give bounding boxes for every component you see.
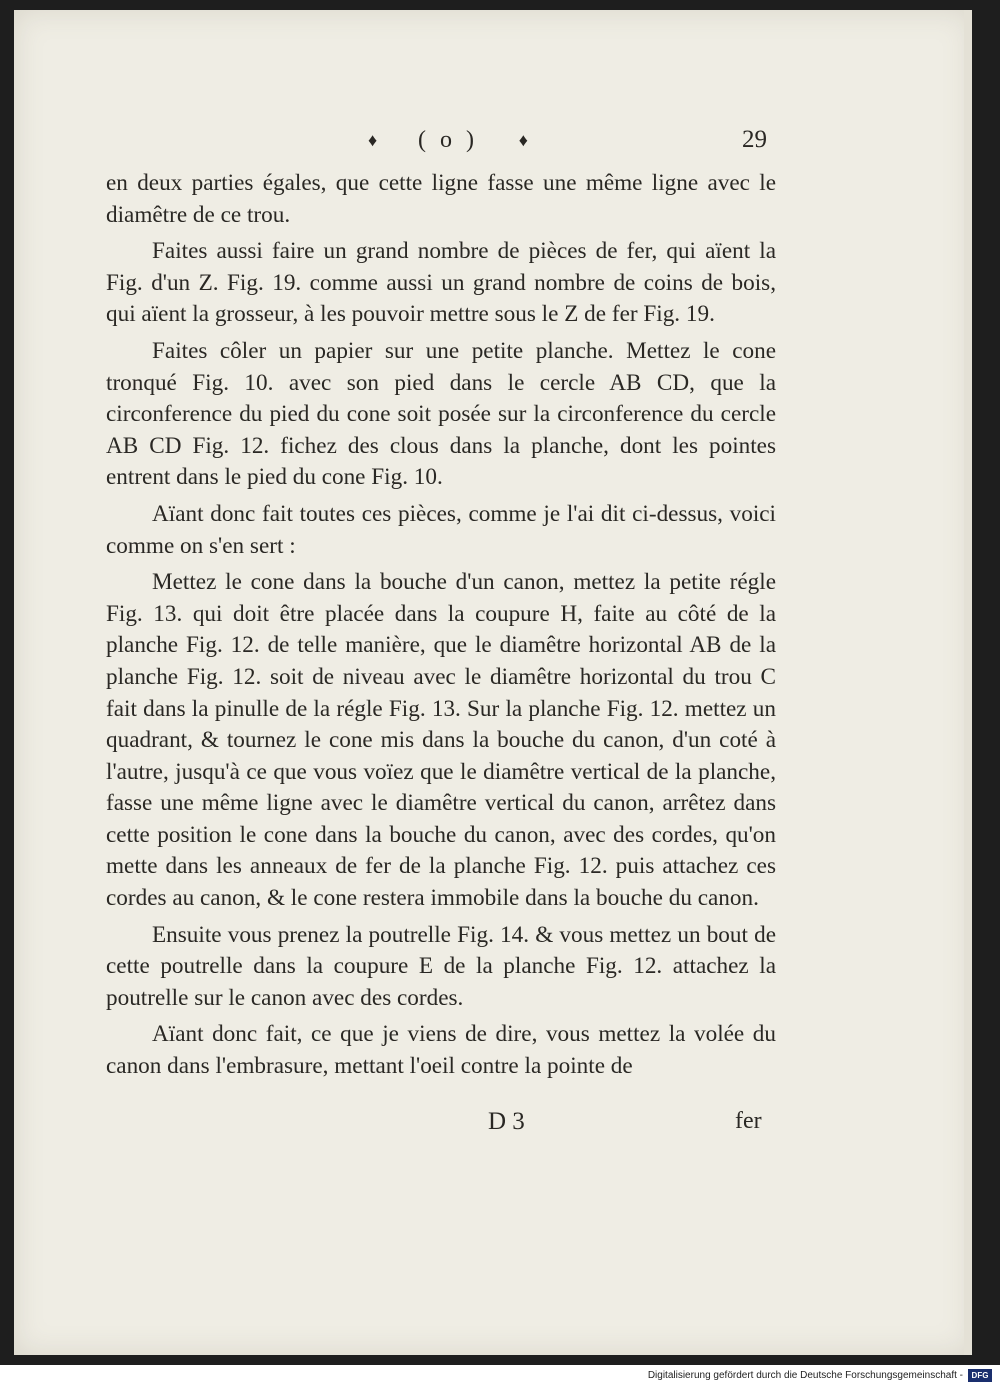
paragraph: en deux parties égales, que cette ligne fasse une même ligne avec le diamêtre de ce trou. [106,170,776,228]
paragraph: Aïant donc fait, ce que je viens de dire, vous mettez la volée du canon dans l'embrasure, mettant l'oeil contre la pointe de [106,1021,776,1080]
credit-bar [0,1365,1000,1386]
diamond-ornament-icon: ♦ [368,130,378,150]
page-edge [964,10,972,1355]
diamond-ornament-icon: ♦ [518,130,528,150]
body-text [106,168,776,1088]
credit-text: Digitalisierung gefördert durch die Deutsche Forschungsgemeinschaft - [647,1370,963,1381]
dfg-logo-icon[interactable]: DFG [968,1369,992,1382]
running-header [368,120,528,160]
paragraph: Mettez le cone dans la bouche d'un canon, mettez la petite régle Fig. 13. qui doit être placée dans la coupure H, faite au côté de la planche Fig. 12. de telle manière, que le diamêtre horizontal AB de la planche Fig. 12. soit de niveau avec le diamêtre horizontal du trou C fait dans la pinulle de la régle Fig. 13. Sur la planche Fig. 12. mettez un quadrant, & tournez le cone mis dans la bouche du canon, d'un coté à l'autre, jusqu'à ce que vous voïez que le diamêtre vertical de la planche, fasse une même ligne avec le diamêtre vertical du canon, arrêtez dans cette position le cone dans la bouche du canon, avec des cordes, qu'on mette dans les anneaux de fer de la planche Fig. 12. puis attachez ces cordes au canon, & le cone restera immobile dans la bouche du canon. [106,569,776,912]
paragraph: Aïant donc fait toutes ces pièces, comme je l'ai dit ci-dessus, voici comme on s'en sert : [106,500,776,559]
page-number: 29 [742,126,767,153]
paragraph: Faites côler un papier sur une petite planche. Mettez le cone tronqué Fig. 10. avec son pied dans le cercle AB CD, que la circonference du pied du cone soit posée sur la circonference du cercle AB CD Fig. 12. fichez des clous dans la planche, dont les pointes entrent dans le pied du cone Fig. 10. [106,337,776,491]
signature-mark: D 3 [488,1108,525,1135]
paragraph: Ensuite vous prenez la poutrelle Fig. 14. & vous mettez un bout de cette poutrelle dans la coupure E de la planche Fig. 12. attachez la poutrelle sur le canon avec des cordes. [106,921,776,1011]
paragraph: Faites aussi faire un grand nombre de pièces de fer, qui aïent la Fig. d'un Z. Fig. 19. comme aussi un grand nombre de coins de bois, qui aïent la grosseur, à les pouvoir mettre sous le Z de fer Fig. 19. [106,238,776,328]
catchword: fer [735,1108,762,1134]
header-title: ( o ) [418,126,478,153]
